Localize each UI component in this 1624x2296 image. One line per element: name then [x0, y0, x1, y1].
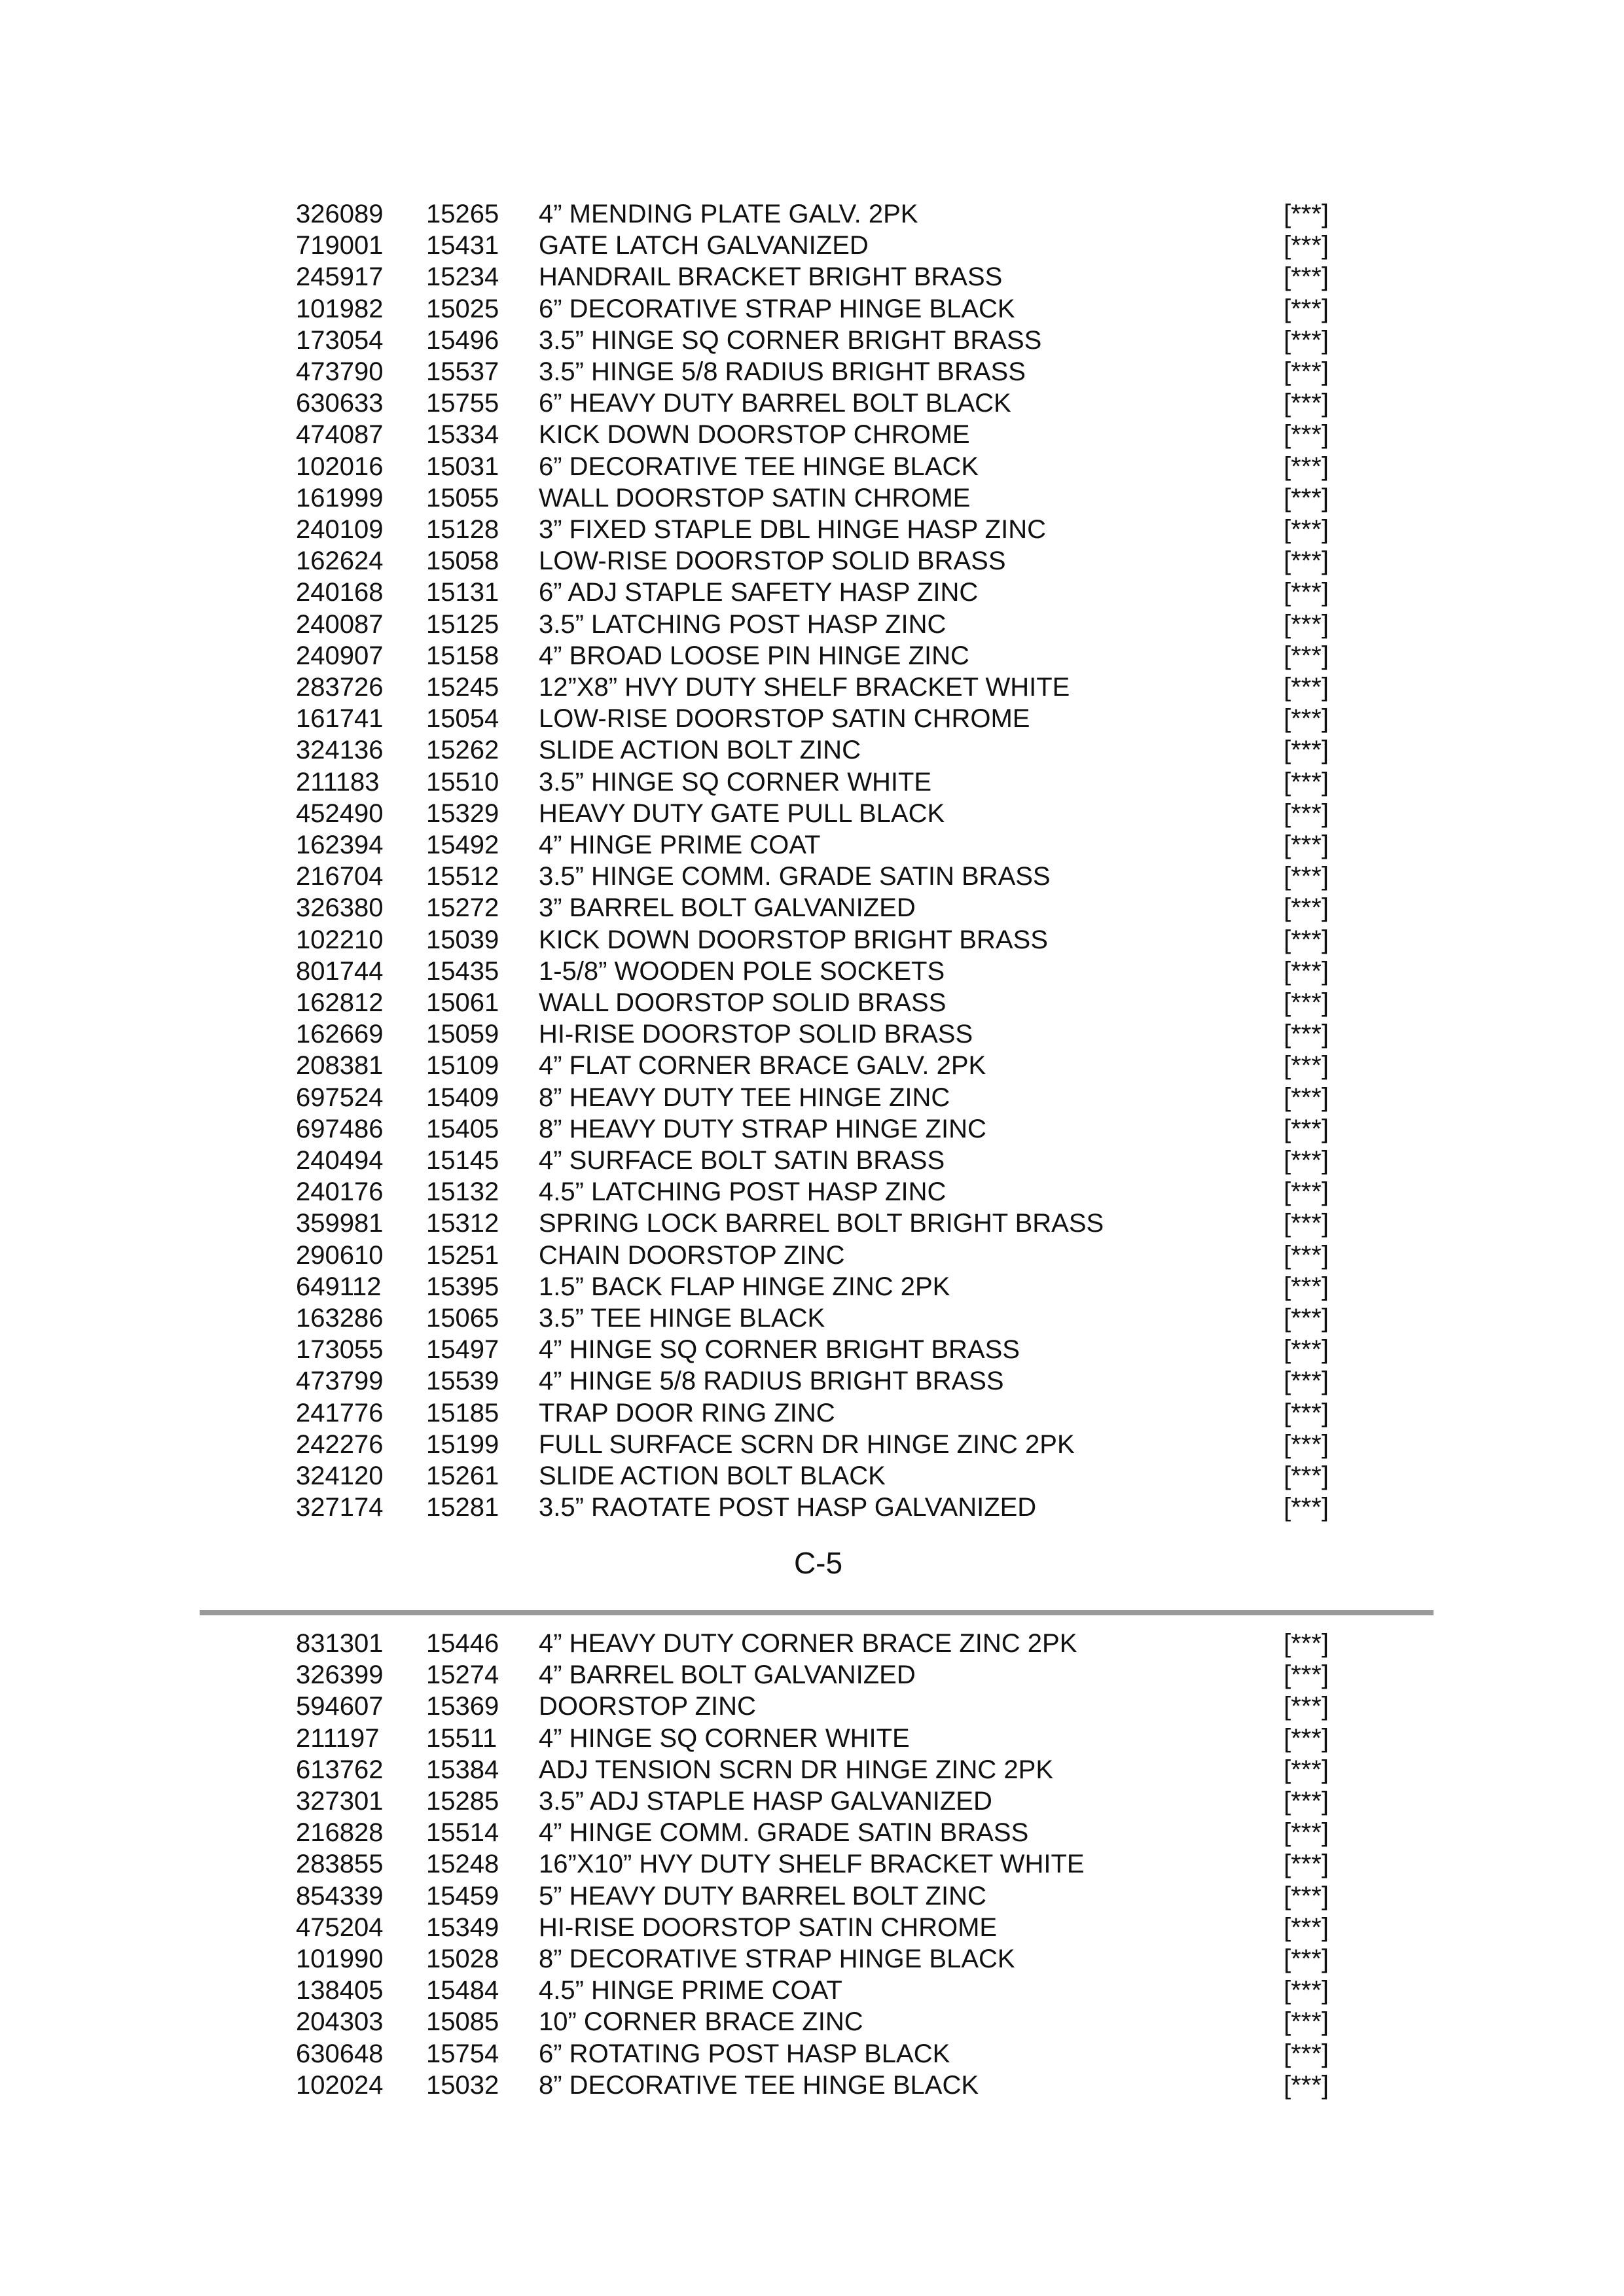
- item-description: 4” BARREL BOLT GALVANIZED: [539, 1660, 916, 1690]
- table-row: [0, 1302, 1624, 1334]
- table-row: [0, 1176, 1624, 1208]
- item-price: [***]: [1284, 893, 1329, 923]
- item-code: 162624: [296, 547, 384, 576]
- item-number: 15446: [426, 1629, 499, 1658]
- item-code: 204303: [296, 2007, 384, 2037]
- item-price: [***]: [1284, 1692, 1329, 1721]
- table-row: [0, 1145, 1624, 1176]
- item-price: [***]: [1284, 1240, 1329, 1270]
- item-description: TRAP DOOR RING ZINC: [539, 1398, 835, 1427]
- table-row: [0, 640, 1624, 672]
- item-description: HEAVY DUTY GATE PULL BLACK: [539, 798, 945, 828]
- item-number: 15497: [426, 1335, 499, 1365]
- item-price: [***]: [1284, 1429, 1329, 1459]
- item-description: WALL DOORSTOP SATIN CHROME: [539, 483, 971, 512]
- item-description: 5” HEAVY DUTY BARREL BOLT ZINC: [539, 1881, 986, 1910]
- item-number: 15234: [426, 262, 499, 292]
- item-description: 4” HINGE COMM. GRADE SATIN BRASS: [539, 1818, 1029, 1848]
- item-number: 15285: [426, 1787, 499, 1816]
- item-price: [***]: [1284, 200, 1329, 228]
- item-number: 15059: [426, 1020, 499, 1049]
- item-description: KICK DOWN DOORSTOP BRIGHT BRASS: [539, 925, 1048, 954]
- item-description: 4” SURFACE BOLT SATIN BRASS: [539, 1146, 945, 1175]
- table-row: [0, 2038, 1624, 2070]
- item-price: [***]: [1284, 1398, 1329, 1427]
- item-description: LOW-RISE DOORSTOP SOLID BRASS: [539, 547, 1006, 576]
- item-number: 15032: [426, 2070, 499, 2100]
- item-price: [***]: [1284, 1629, 1329, 1658]
- item-code: 101990: [296, 1945, 384, 1973]
- item-price: [***]: [1284, 1850, 1329, 1879]
- table-row: [0, 1785, 1624, 1817]
- table-row: [0, 1912, 1624, 1943]
- item-number: 15058: [426, 547, 499, 576]
- item-description: HI-RISE DOORSTOP SATIN CHROME: [539, 1912, 998, 1942]
- item-number: 15131: [426, 578, 499, 607]
- item-price: [***]: [1284, 2039, 1329, 2068]
- item-code: 719001: [296, 231, 384, 260]
- item-code: 216704: [296, 862, 384, 891]
- item-number: 15145: [426, 1146, 499, 1175]
- item-price: [***]: [1284, 1976, 1329, 2005]
- item-code: 240907: [296, 641, 384, 670]
- item-number: 15312: [426, 1209, 499, 1238]
- item-price: [***]: [1284, 1818, 1329, 1848]
- item-number: 15128: [426, 515, 499, 544]
- item-code: 162669: [296, 1020, 384, 1049]
- item-code: 283726: [296, 673, 384, 702]
- item-price: [***]: [1284, 767, 1329, 797]
- table-row: [0, 1848, 1624, 1880]
- item-number: 15251: [426, 1240, 499, 1270]
- item-code: 630648: [296, 2039, 384, 2068]
- table-row: [0, 1975, 1624, 2006]
- item-description: 8” HEAVY DUTY STRAP HINGE ZINC: [539, 1114, 986, 1143]
- table-row: [0, 672, 1624, 703]
- item-description: 4.5” HINGE PRIME COAT: [539, 1976, 842, 2005]
- item-code: 324136: [296, 736, 384, 765]
- item-description: CHAIN DOORSTOP ZINC: [539, 1240, 845, 1270]
- table-row: [0, 1397, 1624, 1429]
- item-number: 15245: [426, 673, 499, 702]
- item-description: HI-RISE DOORSTOP SOLID BRASS: [539, 1020, 973, 1049]
- item-description: 3” FIXED STAPLE DBL HINGE HASP ZINC: [539, 515, 1046, 544]
- table-row: [0, 956, 1624, 987]
- table-row: [0, 293, 1624, 325]
- item-description: 3.5” ADJ STAPLE HASP GALVANIZED: [539, 1787, 992, 1816]
- item-code: 240176: [296, 1177, 384, 1207]
- item-price: [***]: [1284, 641, 1329, 670]
- table-row: [0, 419, 1624, 450]
- table-row: [0, 703, 1624, 734]
- item-number: 15061: [426, 988, 499, 1017]
- item-number: 15281: [426, 1493, 499, 1522]
- table-row: [0, 387, 1624, 419]
- item-description: 3.5” HINGE SQ CORNER BRIGHT BRASS: [539, 325, 1042, 355]
- item-number: 15185: [426, 1398, 499, 1427]
- item-number: 15431: [426, 231, 499, 260]
- table-row: [0, 198, 1624, 230]
- item-number: 15065: [426, 1304, 499, 1333]
- item-price: [***]: [1284, 389, 1329, 418]
- item-description: SPRING LOCK BARREL BOLT BRIGHT BRASS: [539, 1209, 1104, 1238]
- page-label: C-5: [793, 1546, 843, 1580]
- item-code: 283855: [296, 1850, 384, 1879]
- item-description: 3” BARREL BOLT GALVANIZED: [539, 893, 916, 923]
- item-number: 15261: [426, 1462, 499, 1490]
- item-description: 4” HINGE PRIME COAT: [539, 831, 821, 859]
- item-price: [***]: [1284, 325, 1329, 355]
- item-price: [***]: [1284, 1660, 1329, 1690]
- table-row: [0, 1240, 1624, 1271]
- table-row: [0, 1113, 1624, 1145]
- item-code: 473790: [296, 357, 384, 386]
- item-number: 15272: [426, 893, 499, 923]
- item-code: 240494: [296, 1146, 384, 1175]
- item-price: [***]: [1284, 609, 1329, 639]
- item-code: 102016: [296, 452, 384, 481]
- item-price: [***]: [1284, 1020, 1329, 1049]
- item-price: [***]: [1284, 1787, 1329, 1816]
- item-code: 359981: [296, 1209, 384, 1238]
- section-divider: [200, 1610, 1434, 1615]
- item-price: [***]: [1284, 704, 1329, 734]
- item-code: 173055: [296, 1335, 384, 1365]
- table-row: [0, 1082, 1624, 1113]
- item-price: [***]: [1284, 578, 1329, 607]
- item-number: 15028: [426, 1945, 499, 1973]
- table-row: [0, 1817, 1624, 1848]
- item-number: 15054: [426, 704, 499, 734]
- item-number: 15274: [426, 1660, 499, 1690]
- item-description: 6” ADJ STAPLE SAFETY HASP ZINC: [539, 578, 979, 607]
- item-code: 241776: [296, 1398, 384, 1427]
- item-code: 163286: [296, 1304, 384, 1333]
- item-price: [***]: [1284, 2007, 1329, 2037]
- item-code: 697486: [296, 1114, 384, 1143]
- item-description: 3.5” HINGE SQ CORNER WHITE: [539, 767, 932, 797]
- table-row: [0, 734, 1624, 766]
- item-description: 8” DECORATIVE TEE HINGE BLACK: [539, 2070, 979, 2100]
- item-number: 15511: [426, 1723, 497, 1753]
- table-row: [0, 1018, 1624, 1050]
- item-price: [***]: [1284, 1462, 1329, 1490]
- item-number: 15055: [426, 483, 499, 512]
- item-code: 327301: [296, 1787, 384, 1816]
- table-row: [0, 924, 1624, 956]
- item-code: 473799: [296, 1367, 384, 1396]
- item-price: [***]: [1284, 798, 1329, 828]
- item-description: LOW-RISE DOORSTOP SATIN CHROME: [539, 704, 1030, 734]
- item-number: 15539: [426, 1367, 499, 1396]
- item-number: 15349: [426, 1912, 499, 1942]
- table-row: [0, 1208, 1624, 1239]
- item-price: [***]: [1284, 420, 1329, 450]
- item-price: [***]: [1284, 1912, 1329, 1942]
- item-description: 16”X10” HVY DUTY SHELF BRACKET WHITE: [539, 1850, 1085, 1879]
- item-number: 15369: [426, 1692, 499, 1721]
- item-price: [***]: [1284, 1493, 1329, 1522]
- item-description: SLIDE ACTION BOLT ZINC: [539, 736, 861, 765]
- table-row: [0, 1365, 1624, 1397]
- table-row: [0, 325, 1624, 356]
- table-row: [0, 609, 1624, 640]
- item-code: 327174: [296, 1493, 384, 1522]
- item-price: [***]: [1284, 862, 1329, 891]
- item-code: 161741: [296, 704, 384, 734]
- item-code: 102210: [296, 925, 384, 954]
- item-code: 326089: [296, 200, 384, 228]
- item-number: 15512: [426, 862, 499, 891]
- item-code: 162812: [296, 988, 384, 1017]
- item-code: 613762: [296, 1755, 384, 1784]
- item-description: 8” DECORATIVE STRAP HINGE BLACK: [539, 1945, 1015, 1973]
- item-code: 475204: [296, 1912, 384, 1942]
- item-description: 12”X8” HVY DUTY SHELF BRACKET WHITE: [539, 673, 1070, 702]
- item-description: 4” HINGE 5/8 RADIUS BRIGHT BRASS: [539, 1367, 1004, 1396]
- item-description: 6” DECORATIVE TEE HINGE BLACK: [539, 452, 979, 481]
- item-description: GATE LATCH GALVANIZED: [539, 231, 869, 260]
- item-description: 3.5” RAOTATE POST HASP GALVANIZED: [539, 1493, 1037, 1522]
- item-code: 162394: [296, 831, 384, 859]
- item-description: KICK DOWN DOORSTOP CHROME: [539, 420, 970, 450]
- item-price: [***]: [1284, 1945, 1329, 1973]
- item-code: 208381: [296, 1051, 384, 1081]
- table-row: [0, 987, 1624, 1018]
- table-row: [0, 577, 1624, 608]
- item-number: 15334: [426, 420, 499, 450]
- item-price: [***]: [1284, 1146, 1329, 1175]
- item-price: [***]: [1284, 483, 1329, 512]
- item-number: 15329: [426, 798, 499, 828]
- item-code: 240109: [296, 515, 384, 544]
- item-code: 240087: [296, 609, 384, 639]
- item-number: 15496: [426, 325, 499, 355]
- item-price: [***]: [1284, 736, 1329, 765]
- table-row: [0, 1429, 1624, 1460]
- item-description: 1.5” BACK FLAP HINGE ZINC 2PK: [539, 1272, 950, 1301]
- item-description: DOORSTOP ZINC: [539, 1692, 756, 1721]
- item-price: [***]: [1284, 1723, 1329, 1753]
- item-number: 15031: [426, 452, 499, 481]
- item-description: HANDRAIL BRACKET BRIGHT BRASS: [539, 262, 1003, 292]
- item-code: 854339: [296, 1881, 384, 1910]
- item-price: [***]: [1284, 262, 1329, 292]
- item-description: 4” HEAVY DUTY CORNER BRACE ZINC 2PK: [539, 1629, 1077, 1658]
- item-number: 15125: [426, 609, 499, 639]
- item-code: 245917: [296, 262, 384, 292]
- item-description: 3.5” LATCHING POST HASP ZINC: [539, 609, 947, 639]
- item-code: 831301: [296, 1629, 384, 1658]
- item-number: 15158: [426, 641, 499, 670]
- item-description: 4” HINGE SQ CORNER BRIGHT BRASS: [539, 1335, 1020, 1365]
- table-row: [0, 514, 1624, 545]
- item-description: 6” HEAVY DUTY BARREL BOLT BLACK: [539, 389, 1011, 418]
- item-code: 216828: [296, 1818, 384, 1848]
- table-row: [0, 2070, 1624, 2101]
- item-price: [***]: [1284, 547, 1329, 576]
- item-code: 649112: [296, 1272, 382, 1301]
- table-row: [0, 230, 1624, 261]
- table-row: [0, 892, 1624, 924]
- table-row: [0, 1943, 1624, 1975]
- item-description: 3.5” HINGE COMM. GRADE SATIN BRASS: [539, 862, 1051, 891]
- item-number: 15755: [426, 389, 499, 418]
- item-code: 242276: [296, 1429, 384, 1459]
- item-code: 801744: [296, 956, 384, 986]
- item-price: [***]: [1284, 956, 1329, 986]
- table-row: [0, 1659, 1624, 1691]
- item-code: 326399: [296, 1660, 384, 1690]
- item-code: 452490: [296, 798, 384, 828]
- item-code: 211183: [296, 767, 380, 797]
- item-price: [***]: [1284, 831, 1329, 859]
- item-number: 15484: [426, 1976, 499, 2005]
- item-description: 6” DECORATIVE STRAP HINGE BLACK: [539, 294, 1015, 323]
- item-price: [***]: [1284, 925, 1329, 954]
- item-price: [***]: [1284, 357, 1329, 386]
- item-price: [***]: [1284, 1335, 1329, 1365]
- table-row: [0, 1050, 1624, 1081]
- item-description: 4” MENDING PLATE GALV. 2PK: [539, 200, 918, 228]
- item-description: 4” HINGE SQ CORNER WHITE: [539, 1723, 910, 1753]
- item-price: [***]: [1284, 231, 1329, 260]
- item-number: 15384: [426, 1755, 499, 1784]
- item-code: 102024: [296, 2070, 384, 2100]
- item-price: [***]: [1284, 1755, 1329, 1784]
- table-row: [0, 1334, 1624, 1365]
- item-code: 138405: [296, 1976, 384, 2005]
- table-row: [0, 1754, 1624, 1785]
- item-price: [***]: [1284, 294, 1329, 323]
- item-code: 211197: [296, 1723, 380, 1753]
- item-code: 101982: [296, 294, 384, 323]
- item-description: 6” ROTATING POST HASP BLACK: [539, 2039, 950, 2068]
- item-price: [***]: [1284, 2070, 1329, 2100]
- item-number: 15395: [426, 1272, 499, 1301]
- item-number: 15754: [426, 2039, 499, 2068]
- item-price: [***]: [1284, 1881, 1329, 1910]
- table-row: [0, 261, 1624, 293]
- item-code: 324120: [296, 1462, 384, 1490]
- table-row: [0, 356, 1624, 387]
- item-price: [***]: [1284, 988, 1329, 1017]
- item-description: FULL SURFACE SCRN DR HINGE ZINC 2PK: [539, 1429, 1075, 1459]
- item-number: 15039: [426, 925, 499, 954]
- item-code: 474087: [296, 420, 384, 450]
- item-price: [***]: [1284, 1083, 1329, 1112]
- item-number: 15492: [426, 831, 499, 859]
- item-price: [***]: [1284, 673, 1329, 702]
- item-code: 240168: [296, 578, 384, 607]
- item-description: 3.5” TEE HINGE BLACK: [539, 1304, 825, 1333]
- item-number: 15199: [426, 1429, 499, 1459]
- item-number: 15085: [426, 2007, 499, 2037]
- table-row: [0, 1691, 1624, 1722]
- item-price: [***]: [1284, 1272, 1329, 1301]
- table-row: [0, 766, 1624, 798]
- table-row: [0, 482, 1624, 514]
- table-row: [0, 545, 1624, 577]
- item-price: [***]: [1284, 1304, 1329, 1333]
- item-number: 15248: [426, 1850, 499, 1879]
- item-number: 15132: [426, 1177, 499, 1207]
- item-number: 15510: [426, 767, 499, 797]
- item-code: 173054: [296, 325, 384, 355]
- item-number: 15409: [426, 1083, 499, 1112]
- table-row: [0, 829, 1624, 861]
- item-price: [***]: [1284, 1367, 1329, 1396]
- item-number: 15025: [426, 294, 499, 323]
- table-row: [0, 1628, 1624, 1659]
- item-code: 290610: [296, 1240, 384, 1270]
- table-row: [0, 1460, 1624, 1492]
- table-row: [0, 798, 1624, 829]
- item-number: 15514: [426, 1818, 499, 1848]
- item-description: 3.5” HINGE 5/8 RADIUS BRIGHT BRASS: [539, 357, 1026, 386]
- item-number: 15435: [426, 956, 499, 986]
- item-code: 594607: [296, 1692, 384, 1721]
- table-row: [0, 1271, 1624, 1302]
- item-number: 15537: [426, 357, 499, 386]
- item-number: 15459: [426, 1881, 499, 1910]
- item-price: [***]: [1284, 1177, 1329, 1207]
- item-description: 4” BROAD LOOSE PIN HINGE ZINC: [539, 641, 969, 670]
- item-number: 15262: [426, 736, 499, 765]
- item-price: [***]: [1284, 1114, 1329, 1143]
- item-description: 8” HEAVY DUTY TEE HINGE ZINC: [539, 1083, 950, 1112]
- table-row: [0, 1880, 1624, 1912]
- item-description: 4” FLAT CORNER BRACE GALV. 2PK: [539, 1051, 986, 1081]
- item-description: SLIDE ACTION BOLT BLACK: [539, 1462, 886, 1490]
- table-row: [0, 451, 1624, 482]
- table-row: [0, 1723, 1624, 1754]
- item-price: [***]: [1284, 515, 1329, 544]
- item-number: 15109: [426, 1051, 499, 1081]
- table-row: [0, 861, 1624, 892]
- table-row: [0, 2006, 1624, 2037]
- item-code: 161999: [296, 483, 384, 512]
- item-description: WALL DOORSTOP SOLID BRASS: [539, 988, 947, 1017]
- item-description: 1-5/8” WOODEN POLE SOCKETS: [539, 956, 945, 986]
- item-price: [***]: [1284, 452, 1329, 481]
- item-description: 10” CORNER BRACE ZINC: [539, 2007, 863, 2037]
- item-code: 630633: [296, 389, 384, 418]
- item-code: 326380: [296, 893, 384, 923]
- item-description: 4.5” LATCHING POST HASP ZINC: [539, 1177, 947, 1207]
- item-number: 15405: [426, 1114, 499, 1143]
- item-price: [***]: [1284, 1051, 1329, 1081]
- item-number: 15265: [426, 200, 499, 228]
- table-row: [0, 1492, 1624, 1523]
- item-price: [***]: [1284, 1209, 1329, 1238]
- item-code: 697524: [296, 1083, 384, 1112]
- item-description: ADJ TENSION SCRN DR HINGE ZINC 2PK: [539, 1755, 1054, 1784]
